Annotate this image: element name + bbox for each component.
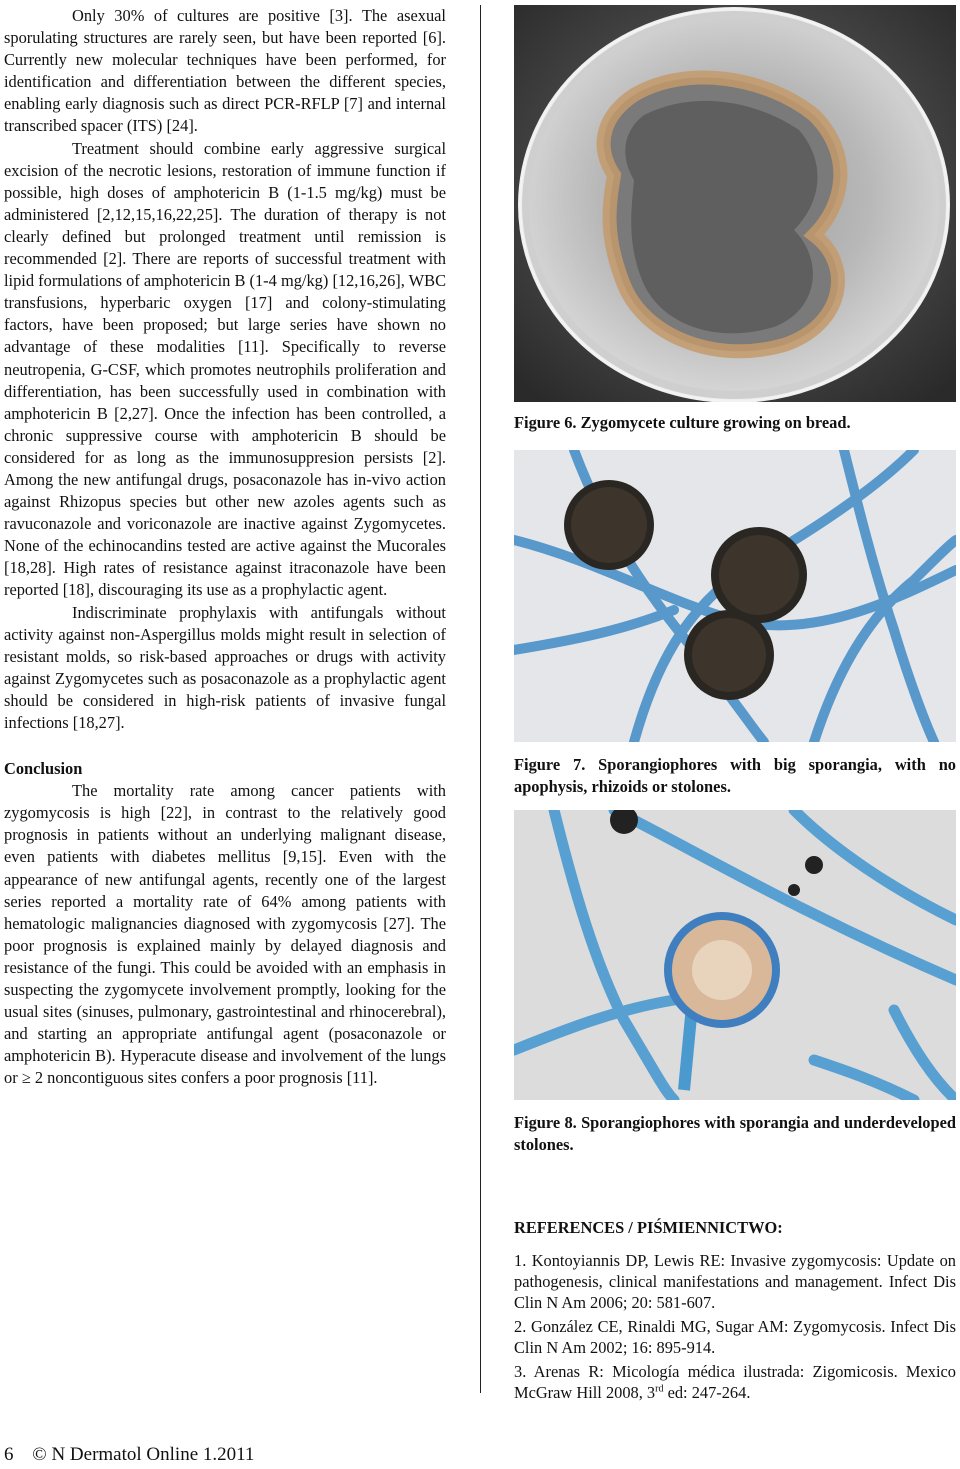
copyright-icon: ©: [32, 1444, 47, 1465]
figure-6-caption: Figure 6. Zygomycete culture growing on bread.: [514, 413, 851, 432]
conclusion-heading: Conclusion: [4, 759, 83, 779]
references-title: REFERENCES / PIŚMIENNICTWO:: [514, 1218, 783, 1237]
petri-dish-photo: [514, 5, 956, 402]
left-column: [4, 5, 446, 1090]
conclusion-text-1: The mortality rate among cancer patients with zygomycosis is high [22], in contrast to the relatively good prognosis in patients without an underlying malignant disease, even patients with diabetes mellitus [9,15]. Even with the appearance of new antifungal agents, recently one of the largest series reported a mortality rate of 64% among patients with hematologic malignancies diagnosed with zygomycosis [27]. The poor prognosis is explained mainly by delayed diagnosis and resistance of the fungi. This could be avoided with an emphasis in suspecting the zygomycete involvement promptly, looking for the usual sites (sinuses, pulmonary, gastrointestinal and rhinocerebral), and starting an appropriate antifungal agent (posaconazole or amphotericin B). Hyperacute disease and involvement of the lungs or: [4, 781, 446, 1088]
journal-name: N Dermatol Online 1.2011: [51, 1444, 255, 1465]
sporangia-micrograph: [514, 450, 956, 742]
page-number: 6: [4, 1444, 14, 1465]
reference-3-tail: ed: 247-264.: [663, 1383, 751, 1402]
figure-8-image: [514, 810, 956, 1100]
reference-2: 2. González CE, Rinaldi MG, Sugar AM: Zygomycosis. Infect Dis Clin N Am 2002; 16: 895-914.: [514, 1317, 956, 1357]
greater-equal-symbol: ≥: [21, 1068, 31, 1088]
figure-8-caption: Figure 8. Sporangiophores with sporangia and underdeveloped stolones.: [514, 1113, 956, 1154]
sporangium-micrograph: [514, 810, 956, 1100]
paragraph-conclusion: [4, 780, 446, 1089]
figure-7-caption: Figure 7. Sporangiophores with big sporangia, with no apophysis, rhizoids or stolones.: [514, 755, 956, 796]
paragraph-treatment: Treatment should combine early aggressive surgical excision of the necrotic lesions, restoration of immune function if possible, high doses of amphotericin B (1-1.5 mg/kg) must be administered [2,12,15,16,22,25]. The duration of therapy is not clearly defined but prolonged treatment until remission is recommended [2]. There are reports of successful treatment with lipid formulations of amphotericin B (1-4 mg/kg) [12,16,26], WBC transfusions, hyperbaric oxygen [17] and colony-stimulating factors, have been proposed; but large series have shown no advantage of these modalities [11]. Specifically to reverse neutropenia, G-CSF, which promotes neutrophils proliferation and differentiation, has been successfully used in combination with amphotericin B [2,27]. Once the infection has been controlled, a chronic suppressive course with amphotericin B should be considered for as long as the immunosuppresion persists [2]. Among the new antifungal drugs, posaconazole has in-vivo action against Rhizopus species but other new azoles agents such as ravuconazole and voriconazole are inactive against Zygomycetes. None of the echinocandins tested are active against the Mucorales [18,28]. High rates of resistance against itraconazole have been reported [18], discouraging its use as a prophylactic agent.: [4, 138, 446, 600]
reference-3: [514, 1361, 956, 1403]
reference-3-text: 3. Arenas R: Micología médica ilustrada: Zigomicosis. Mexico McGraw Hill 2008, 3: [514, 1362, 956, 1402]
reference-1: 1. Kontoyiannis DP, Lewis RE: Invasive zygomycosis: Update on pathogenesis, clinical manifestations and management. Infect Dis Clin N Am 2006; 20: 581-607.: [514, 1251, 956, 1312]
paragraph-culture: Only 30% of cultures are positive [3]. The asexual sporulating structures are rarely seen, but have been reported [6]. Currently new molecular techniques have been performed, for identification and differentiation between the different species, enabling early diagnosis such as direct PCR-RFLP [7] and internal transcribed spacer (ITS) [24].: [4, 6, 446, 136]
figure-7-image: [514, 450, 956, 742]
reference-3-superscript: rd: [655, 1383, 664, 1395]
paragraph-prophylaxis: Indiscriminate prophylaxis with antifungals without activity against non-Aspergillus molds might result in selection of resistant molds, so risk-based approaches or drugs with activity against Zygomycetes such as posaconazole as a prophylactic agent should be considered in high-risk patients of invasive fungal infections [18,27].: [4, 602, 446, 732]
conclusion-text-2: 2 noncontiguous sites confers a poor prognosis [11].: [34, 1068, 378, 1088]
right-column: [514, 5, 956, 1403]
column-divider: [480, 5, 481, 1393]
page-footer: [4, 1444, 254, 1466]
figure-6-image: [514, 5, 956, 402]
